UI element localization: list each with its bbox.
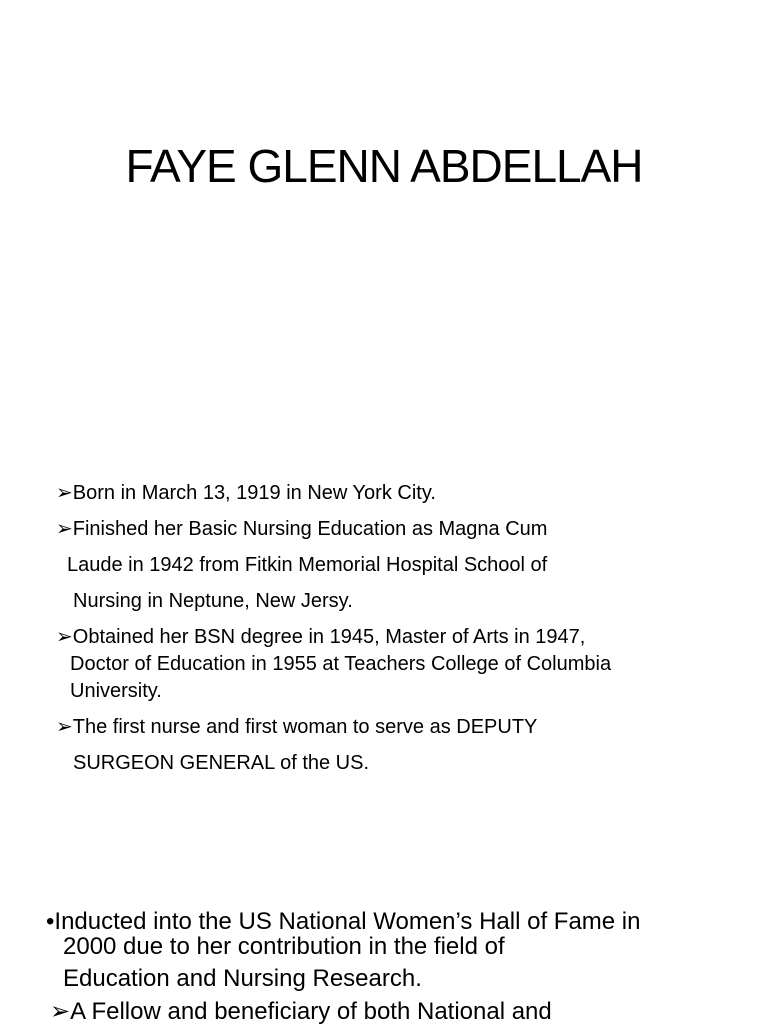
bullet-continuation: Education and Nursing Research. bbox=[63, 965, 422, 992]
bullet-continuation: 2000 due to her contribution in the field of bbox=[63, 933, 505, 960]
bullet-continuation: Laude in 1942 from Fitkin Memorial Hospital School of bbox=[67, 554, 548, 576]
bullet-line-deputy bbox=[56, 715, 537, 739]
bullet-text: Obtained her BSN degree in 1945, Master of Arts in 1947, bbox=[72, 626, 586, 648]
arrow-bullet-icon: ➢ bbox=[56, 518, 73, 540]
bullet-text: A Fellow and beneficiary of both National and bbox=[70, 998, 552, 1024]
bullet-text: Inducted into the US National Women’s Hall of Fame in bbox=[54, 908, 641, 935]
bullet-continuation: Nursing in Neptune, New Jersy. bbox=[73, 590, 353, 612]
bullet-continuation: Doctor of Education in 1955 at Teachers College of Columbia bbox=[70, 653, 612, 675]
slide-title: FAYE GLENN ABDELLAH bbox=[125, 140, 643, 192]
bullet-line-education bbox=[56, 517, 547, 541]
bullet-continuation: SURGEON GENERAL of the US. bbox=[73, 752, 370, 774]
dot-bullet-icon: • bbox=[46, 908, 55, 935]
bullet-line-fellow bbox=[50, 998, 552, 1024]
bullet-continuation: University. bbox=[70, 680, 162, 702]
bullet-line-born bbox=[56, 481, 436, 505]
arrow-bullet-icon: ➢ bbox=[50, 998, 71, 1024]
arrow-bullet-icon: ➢ bbox=[56, 482, 73, 504]
bullet-line-degrees bbox=[56, 625, 585, 649]
arrow-bullet-icon: ➢ bbox=[56, 716, 73, 738]
bullet-text: Born in March 13, 1919 in New York City. bbox=[72, 482, 436, 504]
arrow-bullet-icon: ➢ bbox=[56, 626, 73, 648]
bullet-text: The first nurse and first woman to serve as DEPUTY bbox=[72, 716, 538, 738]
bullet-text: Finished her Basic Nursing Education as Magna Cum bbox=[72, 518, 548, 540]
bullet-line-hall-of-fame bbox=[46, 908, 640, 936]
